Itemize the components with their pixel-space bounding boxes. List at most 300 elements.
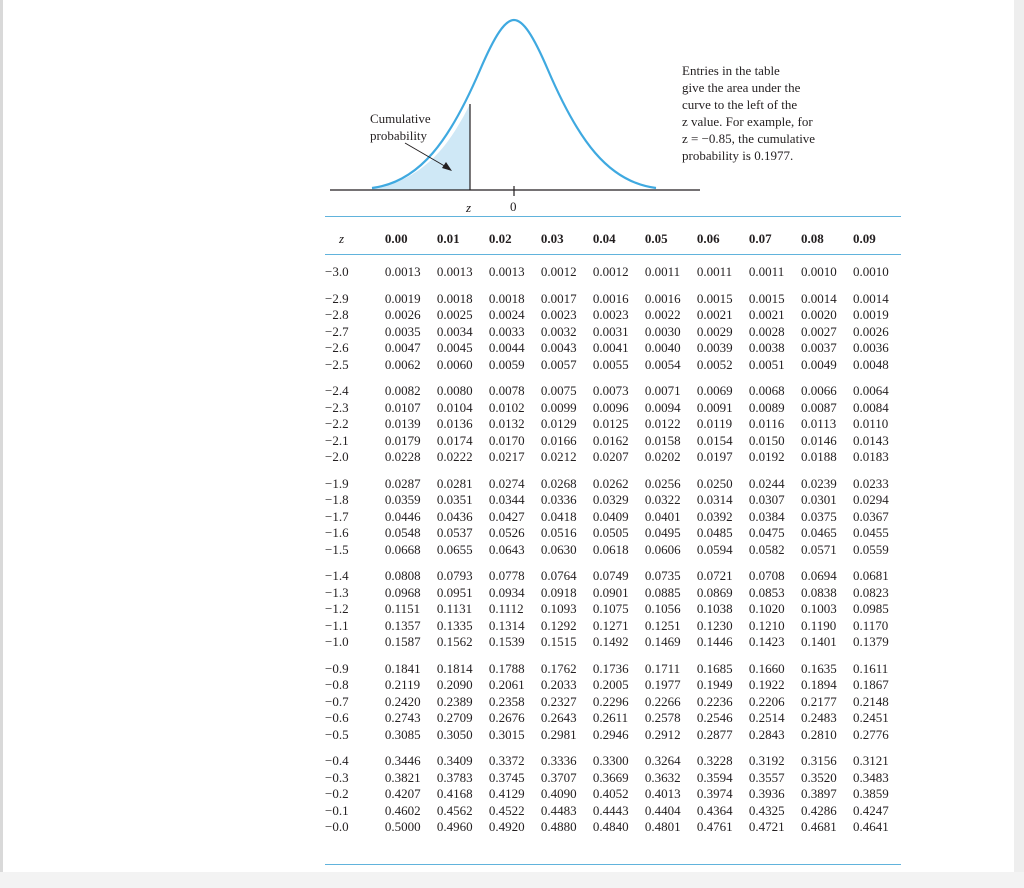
table-row xyxy=(325,357,905,374)
probability-cell: 0.1271 xyxy=(592,617,629,633)
probability-cell: 0.0268 xyxy=(540,475,577,491)
z-value-cell: −0.9 xyxy=(325,660,349,676)
probability-cell: 0.0060 xyxy=(436,356,473,372)
probability-cell: 0.0375 xyxy=(800,508,837,524)
probability-cell: 0.0166 xyxy=(540,432,577,448)
probability-cell: 0.1814 xyxy=(436,660,473,676)
probability-cell: 0.0582 xyxy=(748,541,785,557)
probability-cell: 0.1093 xyxy=(540,601,577,616)
probability-cell: 0.0017 xyxy=(540,290,577,306)
probability-cell: 0.0262 xyxy=(592,475,629,491)
table-row xyxy=(325,449,905,466)
probability-cell: 0.0110 xyxy=(852,416,889,431)
z-value-cell: −2.3 xyxy=(325,399,349,415)
probability-cell: 0.0048 xyxy=(852,356,889,372)
probability-cell: 0.0197 xyxy=(696,449,733,464)
probability-cell: 0.0068 xyxy=(748,383,785,398)
probability-cell: 0.0084 xyxy=(852,399,889,415)
probability-cell: 0.2236 xyxy=(696,693,733,709)
probability-cell: 0.0028 xyxy=(748,323,785,339)
probability-cell: 0.3372 xyxy=(488,753,525,768)
probability-cell: 0.1867 xyxy=(852,677,889,692)
probability-cell: 0.1949 xyxy=(696,677,733,692)
probability-cell: 0.0023 xyxy=(592,307,629,322)
probability-cell: 0.1762 xyxy=(540,660,577,676)
probability-cell: 0.0059 xyxy=(488,356,525,372)
probability-cell: 0.1711 xyxy=(644,660,681,676)
probability-cell: 0.0559 xyxy=(852,541,889,557)
probability-cell: 0.2206 xyxy=(748,693,785,709)
table-row xyxy=(325,618,905,635)
probability-cell: 0.0091 xyxy=(696,399,733,415)
probability-cell: 0.4522 xyxy=(488,802,525,818)
probability-cell: 0.0032 xyxy=(540,323,577,339)
probability-cell: 0.0968 xyxy=(384,584,421,600)
probability-cell: 0.0132 xyxy=(488,416,525,431)
probability-cell: 0.1841 xyxy=(384,660,421,676)
probability-cell: 0.1977 xyxy=(644,677,681,692)
probability-cell: 0.1357 xyxy=(384,617,421,633)
probability-cell: 0.0618 xyxy=(592,541,629,557)
probability-cell: 0.0212 xyxy=(540,449,577,464)
probability-cell: 0.0010 xyxy=(800,264,837,279)
probability-cell: 0.0537 xyxy=(436,525,473,540)
probability-cell: 0.0043 xyxy=(540,340,577,355)
probability-cell: 0.2119 xyxy=(384,677,421,692)
probability-cell: 0.0475 xyxy=(748,525,785,540)
z-value-cell: −2.0 xyxy=(325,449,349,464)
probability-cell: 0.0901 xyxy=(592,584,629,600)
probability-cell: 0.0027 xyxy=(800,323,837,339)
probability-cell: 0.3669 xyxy=(592,769,629,785)
probability-cell: 0.0018 xyxy=(436,290,473,306)
note-line: Entries in the table xyxy=(682,63,780,78)
probability-cell: 0.0104 xyxy=(436,399,473,415)
probability-cell: 0.0116 xyxy=(748,416,785,431)
probability-cell: 0.0192 xyxy=(748,449,785,464)
probability-cell: 0.2743 xyxy=(384,710,421,725)
table-row xyxy=(325,558,905,585)
probability-cell: 0.0011 xyxy=(748,264,785,279)
column-header: 0.00 xyxy=(384,231,408,246)
probability-cell: 0.3336 xyxy=(540,753,577,768)
probability-cell: 0.0016 xyxy=(644,290,681,306)
table-row xyxy=(325,651,905,678)
probability-cell: 0.0401 xyxy=(644,508,681,524)
cumulative-label-line2: probability xyxy=(370,128,428,143)
table-row xyxy=(325,466,905,493)
probability-cell: 0.2005 xyxy=(592,677,629,692)
note-line: curve to the left of the xyxy=(682,97,798,112)
probability-cell: 0.4325 xyxy=(748,802,785,818)
probability-cell: 0.2676 xyxy=(488,710,525,725)
z-value-cell: −2.8 xyxy=(325,307,349,322)
column-header: 0.01 xyxy=(436,231,460,246)
z-value-cell: −1.6 xyxy=(325,525,349,540)
probability-cell: 0.0099 xyxy=(540,399,577,415)
probability-cell: 0.0125 xyxy=(592,416,629,431)
probability-cell: 0.0526 xyxy=(488,525,525,540)
probability-cell: 0.0082 xyxy=(384,383,421,398)
probability-cell: 0.4920 xyxy=(488,819,525,834)
table-header-row xyxy=(325,226,905,252)
probability-cell: 0.3409 xyxy=(436,753,473,768)
probability-cell: 0.0823 xyxy=(852,584,889,600)
probability-cell: 0.0655 xyxy=(436,541,473,557)
table-row xyxy=(325,509,905,526)
probability-cell: 0.0143 xyxy=(852,432,889,448)
z-value-cell: −2.6 xyxy=(325,340,349,355)
probability-cell: 0.0021 xyxy=(748,307,785,322)
column-header: 0.09 xyxy=(852,231,876,246)
probability-cell: 0.3520 xyxy=(800,769,837,785)
probability-cell: 0.1736 xyxy=(592,660,629,676)
z-value-cell: −0.8 xyxy=(325,677,349,692)
probability-cell: 0.0495 xyxy=(644,525,681,540)
probability-cell: 0.4207 xyxy=(384,786,421,801)
probability-cell: 0.0096 xyxy=(592,399,629,415)
probability-cell: 0.0853 xyxy=(748,584,785,600)
z-value-cell: −1.8 xyxy=(325,492,349,507)
probability-cell: 0.0107 xyxy=(384,399,421,415)
probability-cell: 0.0233 xyxy=(852,475,889,491)
probability-cell: 0.0239 xyxy=(800,475,837,491)
z-value-cell: −0.7 xyxy=(325,693,349,709)
z-value-cell: −2.4 xyxy=(325,383,349,398)
probability-cell: 0.3085 xyxy=(384,726,421,742)
probability-cell: 0.3745 xyxy=(488,769,525,785)
probability-cell: 0.0075 xyxy=(540,383,577,398)
probability-cell: 0.0548 xyxy=(384,525,421,540)
probability-cell: 0.0367 xyxy=(852,508,889,524)
probability-cell: 0.0041 xyxy=(592,340,629,355)
probability-cell: 0.0721 xyxy=(696,568,733,583)
probability-cell: 0.4880 xyxy=(540,819,577,834)
probability-cell: 0.0668 xyxy=(384,541,421,557)
probability-cell: 0.3707 xyxy=(540,769,577,785)
z-value-cell: −2.7 xyxy=(325,323,349,339)
probability-cell: 0.0052 xyxy=(696,356,733,372)
probability-cell: 0.0026 xyxy=(852,323,889,339)
table-row xyxy=(325,542,905,559)
probability-cell: 0.0030 xyxy=(644,323,681,339)
probability-cell: 0.0011 xyxy=(644,264,681,279)
probability-cell: 0.0359 xyxy=(384,492,421,507)
probability-cell: 0.0119 xyxy=(696,416,733,431)
probability-cell: 0.0179 xyxy=(384,432,421,448)
probability-cell: 0.0015 xyxy=(748,290,785,306)
probability-cell: 0.0838 xyxy=(800,584,837,600)
probability-cell: 0.0217 xyxy=(488,449,525,464)
probability-cell: 0.0793 xyxy=(436,568,473,583)
probability-cell: 0.0045 xyxy=(436,340,473,355)
probability-cell: 0.0016 xyxy=(592,290,629,306)
probability-cell: 0.0136 xyxy=(436,416,473,431)
probability-cell: 0.0080 xyxy=(436,383,473,398)
z-value-cell: −0.4 xyxy=(325,753,349,768)
probability-cell: 0.0015 xyxy=(696,290,733,306)
table-row xyxy=(325,786,905,803)
probability-cell: 0.3594 xyxy=(696,769,733,785)
probability-cell: 0.2090 xyxy=(436,677,473,692)
probability-cell: 0.0244 xyxy=(748,475,785,491)
probability-cell: 0.2148 xyxy=(852,693,889,709)
probability-cell: 0.0013 xyxy=(436,264,473,279)
probability-cell: 0.0029 xyxy=(696,323,733,339)
probability-cell: 0.0018 xyxy=(488,290,525,306)
probability-cell: 0.1922 xyxy=(748,677,785,692)
probability-cell: 0.1056 xyxy=(644,601,681,616)
probability-cell: 0.1587 xyxy=(384,634,421,649)
note-line: z = −0.85, the cumulative xyxy=(682,131,816,146)
probability-cell: 0.0031 xyxy=(592,323,629,339)
cumulative-normal-table xyxy=(325,226,905,836)
probability-cell: 0.2177 xyxy=(800,693,837,709)
probability-cell: 0.0158 xyxy=(644,432,681,448)
probability-cell: 0.2296 xyxy=(592,693,629,709)
table-row xyxy=(325,281,905,308)
probability-cell: 0.4129 xyxy=(488,786,525,801)
table-row xyxy=(325,585,905,602)
probability-cell: 0.4168 xyxy=(436,786,473,801)
probability-cell: 0.3121 xyxy=(852,753,889,768)
note-line: give the area under the xyxy=(682,80,801,95)
z-value-cell: −2.1 xyxy=(325,432,349,448)
z-value-cell: −1.1 xyxy=(325,617,349,633)
probability-cell: 0.0571 xyxy=(800,541,837,557)
probability-cell: 0.4443 xyxy=(592,802,629,818)
probability-cell: 0.0154 xyxy=(696,432,733,448)
probability-cell: 0.0427 xyxy=(488,508,525,524)
probability-cell: 0.0014 xyxy=(800,290,837,306)
probability-cell: 0.0025 xyxy=(436,307,473,322)
probability-cell: 0.0643 xyxy=(488,541,525,557)
table-row xyxy=(325,694,905,711)
probability-cell: 0.0869 xyxy=(696,584,733,600)
table-row xyxy=(325,601,905,618)
bell-curve xyxy=(372,20,656,188)
probability-cell: 0.4721 xyxy=(748,819,785,834)
probability-cell: 0.0051 xyxy=(748,356,785,372)
z-value-cell: −0.2 xyxy=(325,786,349,801)
axis-z-label: z xyxy=(466,200,472,215)
table-row xyxy=(325,373,905,400)
z-value-cell: −0.1 xyxy=(325,802,349,818)
probability-cell: 0.2578 xyxy=(644,710,681,725)
probability-cell: 0.0409 xyxy=(592,508,629,524)
probability-cell: 0.4247 xyxy=(852,802,889,818)
probability-cell: 0.2709 xyxy=(436,710,473,725)
probability-cell: 0.0024 xyxy=(488,307,525,322)
probability-cell: 0.0162 xyxy=(592,432,629,448)
probability-cell: 0.0485 xyxy=(696,525,733,540)
probability-cell: 0.0044 xyxy=(488,340,525,355)
probability-cell: 0.0066 xyxy=(800,383,837,398)
table-row xyxy=(325,727,905,744)
table-row xyxy=(325,634,905,651)
table-bottom-rule xyxy=(325,864,901,865)
probability-cell: 0.3897 xyxy=(800,786,837,801)
probability-cell: 0.0047 xyxy=(384,340,421,355)
probability-cell: 0.0069 xyxy=(696,383,733,398)
probability-cell: 0.2389 xyxy=(436,693,473,709)
z-value-cell: −1.0 xyxy=(325,634,349,649)
probability-cell: 0.0040 xyxy=(644,340,681,355)
probability-cell: 0.2061 xyxy=(488,677,525,692)
z-value-cell: −1.4 xyxy=(325,568,349,583)
probability-cell: 0.1379 xyxy=(852,634,889,649)
probability-cell: 0.1314 xyxy=(488,617,525,633)
probability-cell: 0.0392 xyxy=(696,508,733,524)
probability-cell: 0.0034 xyxy=(436,323,473,339)
probability-cell: 0.3483 xyxy=(852,769,889,785)
table-row xyxy=(325,340,905,357)
probability-cell: 0.4562 xyxy=(436,802,473,818)
probability-cell: 0.0505 xyxy=(592,525,629,540)
probability-cell: 0.0384 xyxy=(748,508,785,524)
probability-cell: 0.3936 xyxy=(748,786,785,801)
probability-cell: 0.2266 xyxy=(644,693,681,709)
probability-cell: 0.0735 xyxy=(644,568,681,583)
probability-cell: 0.4761 xyxy=(696,819,733,834)
probability-cell: 0.0436 xyxy=(436,508,473,524)
probability-cell: 0.0113 xyxy=(800,416,837,431)
probability-cell: 0.0033 xyxy=(488,323,525,339)
z-value-cell: −0.3 xyxy=(325,769,349,785)
column-header: 0.04 xyxy=(592,231,616,246)
probability-cell: 0.1112 xyxy=(488,601,524,616)
z-value-cell: −2.9 xyxy=(325,290,349,306)
probability-cell: 0.0055 xyxy=(592,356,629,372)
probability-cell: 0.1401 xyxy=(800,634,837,649)
probability-cell: 0.4052 xyxy=(592,786,629,801)
probability-cell: 0.0039 xyxy=(696,340,733,355)
probability-cell: 0.0294 xyxy=(852,492,889,507)
probability-cell: 0.0207 xyxy=(592,449,629,464)
column-header: 0.05 xyxy=(644,231,668,246)
probability-cell: 0.0012 xyxy=(540,264,577,279)
column-header: 0.08 xyxy=(800,231,824,246)
probability-cell: 0.1492 xyxy=(592,634,629,649)
probability-cell: 0.0054 xyxy=(644,356,681,372)
probability-cell: 0.2643 xyxy=(540,710,577,725)
probability-cell: 0.3859 xyxy=(852,786,889,801)
probability-cell: 0.2810 xyxy=(800,726,837,742)
table-row xyxy=(325,743,905,770)
table-body xyxy=(325,252,905,836)
probability-cell: 0.0089 xyxy=(748,399,785,415)
probability-cell: 0.0344 xyxy=(488,492,525,507)
probability-cell: 0.0102 xyxy=(488,399,525,415)
page-bottom-edge xyxy=(0,872,1024,888)
column-header: 0.02 xyxy=(488,231,512,246)
normal-curve-figure xyxy=(0,0,1024,230)
probability-cell: 0.0183 xyxy=(852,449,889,464)
probability-cell: 0.2912 xyxy=(644,726,681,742)
probability-cell: 0.0918 xyxy=(540,584,577,600)
probability-cell: 0.3015 xyxy=(488,726,525,742)
probability-cell: 0.3050 xyxy=(436,726,473,742)
probability-cell: 0.0455 xyxy=(852,525,889,540)
table-row xyxy=(325,710,905,727)
z-value-cell: −1.9 xyxy=(325,475,349,491)
table-row xyxy=(325,400,905,417)
probability-cell: 0.0594 xyxy=(696,541,733,557)
z-value-cell: −1.2 xyxy=(325,601,349,616)
probability-cell: 0.0019 xyxy=(852,307,889,322)
probability-cell: 0.0307 xyxy=(748,492,785,507)
probability-cell: 0.3264 xyxy=(644,753,681,768)
probability-cell: 0.0606 xyxy=(644,541,681,557)
probability-cell: 0.1335 xyxy=(436,617,473,633)
probability-cell: 0.1251 xyxy=(644,617,681,633)
probability-cell: 0.2611 xyxy=(592,710,629,725)
probability-cell: 0.4801 xyxy=(644,819,681,834)
probability-cell: 0.0222 xyxy=(436,449,473,464)
probability-cell: 0.1020 xyxy=(748,601,785,616)
probability-cell: 0.0351 xyxy=(436,492,473,507)
probability-cell: 0.3632 xyxy=(644,769,681,785)
probability-cell: 0.0274 xyxy=(488,475,525,491)
probability-cell: 0.0694 xyxy=(800,568,837,583)
probability-cell: 0.4013 xyxy=(644,786,681,801)
probability-cell: 0.0336 xyxy=(540,492,577,507)
probability-cell: 0.2776 xyxy=(852,726,889,742)
probability-cell: 0.0329 xyxy=(592,492,629,507)
probability-cell: 0.2981 xyxy=(540,726,577,742)
probability-cell: 0.0011 xyxy=(696,264,733,279)
probability-cell: 0.3192 xyxy=(748,753,785,768)
probability-cell: 0.0012 xyxy=(592,264,629,279)
probability-cell: 0.0036 xyxy=(852,340,889,355)
probability-cell: 0.1685 xyxy=(696,660,733,676)
cumulative-probability-label xyxy=(370,110,450,144)
probability-cell: 0.4404 xyxy=(644,802,681,818)
probability-cell: 0.1003 xyxy=(800,601,837,616)
explanatory-note xyxy=(682,62,852,164)
probability-cell: 0.2843 xyxy=(748,726,785,742)
probability-cell: 0.3446 xyxy=(384,753,421,768)
probability-cell: 0.0073 xyxy=(592,383,629,398)
probability-cell: 0.4840 xyxy=(592,819,629,834)
probability-cell: 0.1894 xyxy=(800,677,837,692)
probability-cell: 0.0013 xyxy=(384,264,421,279)
column-header: 0.03 xyxy=(540,231,564,246)
table-row xyxy=(325,819,905,836)
table-row xyxy=(325,416,905,433)
probability-cell: 0.2327 xyxy=(540,693,577,709)
probability-cell: 0.1539 xyxy=(488,634,525,649)
probability-cell: 0.0630 xyxy=(540,541,577,557)
probability-cell: 0.4483 xyxy=(540,802,577,818)
probability-cell: 0.3557 xyxy=(748,769,785,785)
probability-cell: 0.1292 xyxy=(540,617,577,633)
z-value-cell: −0.6 xyxy=(325,710,349,725)
probability-cell: 0.0228 xyxy=(384,449,421,464)
probability-cell: 0.0013 xyxy=(488,264,525,279)
column-header: 0.06 xyxy=(696,231,720,246)
probability-cell: 0.2546 xyxy=(696,710,733,725)
probability-cell: 0.0446 xyxy=(384,508,421,524)
probability-cell: 0.5000 xyxy=(384,819,421,834)
probability-cell: 0.2877 xyxy=(696,726,733,742)
z-value-cell: −3.0 xyxy=(325,264,349,279)
probability-cell: 0.0014 xyxy=(852,290,889,306)
probability-cell: 0.1170 xyxy=(852,617,889,633)
z-value-cell: −1.3 xyxy=(325,584,349,600)
probability-cell: 0.1038 xyxy=(696,601,733,616)
probability-cell: 0.0078 xyxy=(488,383,525,398)
